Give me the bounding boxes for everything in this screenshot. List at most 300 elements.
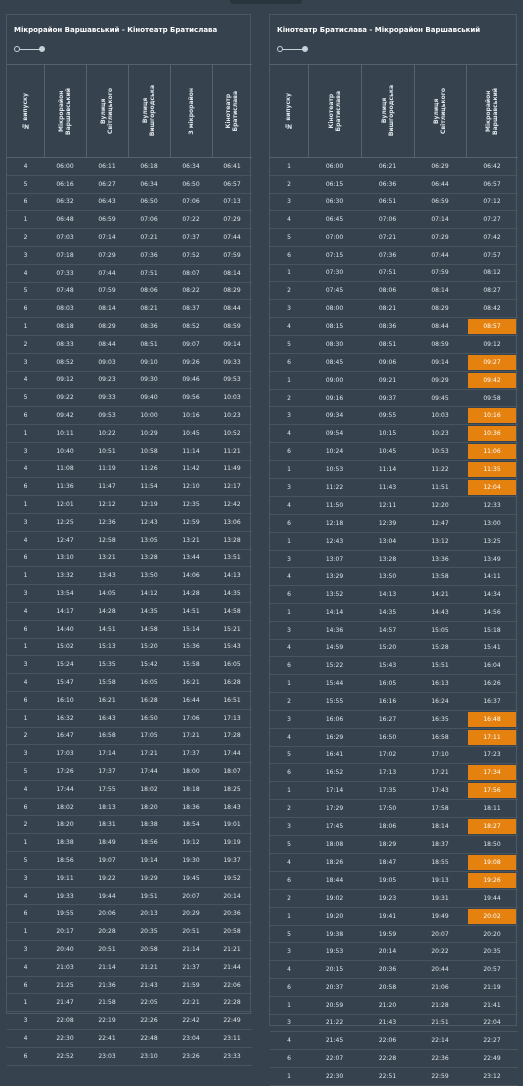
departure-number-cell: 2 — [7, 816, 44, 834]
time-cell: 07:51 — [361, 264, 414, 282]
time-cell: 10:53 — [308, 461, 361, 479]
time-cell: 09:54 — [308, 425, 361, 443]
time-cell: 16:28 — [128, 691, 170, 709]
time-cell: 06:51 — [361, 193, 414, 211]
departure-number-cell: 6 — [270, 871, 308, 889]
time-cell: 17:13 — [212, 709, 252, 727]
time-cell: 14:12 — [128, 585, 170, 603]
time-cell: 14:05 — [86, 585, 128, 603]
time-cell: 14:56 — [466, 604, 518, 622]
time-cell: 09:00 — [308, 371, 361, 389]
time-cell: 13:49 — [466, 550, 518, 568]
time-cell: 09:03 — [86, 353, 128, 371]
time-cell: 15:18 — [466, 621, 518, 639]
schedule-panel-left — [6, 14, 251, 1060]
column-header-stop — [86, 65, 128, 158]
time-cell — [466, 818, 518, 836]
table-row — [7, 264, 252, 282]
time-cell: 16:04 — [466, 657, 518, 675]
table-row — [270, 317, 518, 335]
table-row — [7, 923, 252, 941]
time-cell: 06:41 — [212, 158, 252, 176]
departure-number-cell: 4 — [7, 602, 44, 620]
time-cell: 12:19 — [128, 496, 170, 514]
departure-number-cell: 3 — [270, 193, 308, 211]
time-cell: 11:51 — [414, 479, 466, 497]
time-cell: 06:36 — [361, 175, 414, 193]
highlighted-time: 17:34 — [468, 765, 516, 780]
time-cell: 10:16 — [170, 407, 212, 425]
departure-number-cell: 6 — [7, 691, 44, 709]
table-row — [270, 246, 518, 264]
timetable-header-row — [7, 65, 252, 158]
time-cell: 12:12 — [86, 496, 128, 514]
table-row — [270, 550, 518, 568]
column-header-label: № випуску — [285, 92, 293, 130]
time-cell: 09:21 — [361, 371, 414, 389]
time-cell: 06:57 — [212, 175, 252, 193]
time-cell: 18:26 — [308, 853, 361, 871]
direction-toggle[interactable] — [14, 43, 44, 57]
time-cell: 18:25 — [212, 780, 252, 798]
time-cell: 16:58 — [86, 727, 128, 745]
time-cell: 17:14 — [308, 782, 361, 800]
time-cell: 18:20 — [44, 816, 86, 834]
time-cell: 17:43 — [414, 782, 466, 800]
table-row — [270, 443, 518, 461]
time-cell: 16:29 — [308, 728, 361, 746]
time-cell: 17:02 — [361, 746, 414, 764]
table-row — [7, 709, 252, 727]
time-cell: 16:21 — [170, 674, 212, 692]
highlighted-time: 11:35 — [468, 462, 516, 477]
time-cell — [466, 317, 518, 335]
time-cell: 14:13 — [212, 567, 252, 585]
time-cell: 12:18 — [308, 515, 361, 533]
table-row — [270, 425, 518, 443]
time-cell — [466, 871, 518, 889]
time-cell: 06:50 — [128, 193, 170, 211]
time-cell: 17:03 — [44, 745, 86, 763]
time-cell: 13:12 — [414, 532, 466, 550]
table-row — [270, 1014, 518, 1032]
time-cell: 20:37 — [308, 978, 361, 996]
time-cell: 07:30 — [308, 264, 361, 282]
time-cell: 13:44 — [170, 549, 212, 567]
time-cell: 12:59 — [170, 513, 212, 531]
time-cell: 19:37 — [212, 852, 252, 870]
departure-number-cell: 1 — [270, 461, 308, 479]
highlighted-time: 16:48 — [468, 712, 516, 727]
time-cell: 12:43 — [308, 532, 361, 550]
time-cell: 18:31 — [86, 816, 128, 834]
time-cell: 08:29 — [414, 300, 466, 318]
time-cell: 21:51 — [414, 1014, 466, 1032]
time-cell: 21:36 — [86, 976, 128, 994]
time-cell: 19:33 — [44, 887, 86, 905]
departure-number-cell: 6 — [270, 515, 308, 533]
departure-number-cell: 3 — [7, 246, 44, 264]
time-cell: 07:59 — [414, 264, 466, 282]
direction-toggle[interactable] — [277, 43, 307, 57]
time-cell: 14:17 — [44, 602, 86, 620]
time-cell: 07:44 — [212, 229, 252, 247]
time-cell: 15:47 — [44, 674, 86, 692]
departure-number-cell: 4 — [7, 887, 44, 905]
time-cell: 18:13 — [86, 798, 128, 816]
time-cell: 20:35 — [466, 943, 518, 961]
departure-number-cell: 2 — [270, 889, 308, 907]
time-cell: 15:22 — [308, 657, 361, 675]
table-row — [7, 353, 252, 371]
time-cell: 17:50 — [361, 800, 414, 818]
time-cell: 09:56 — [170, 389, 212, 407]
time-cell: 07:29 — [414, 229, 466, 247]
time-cell: 21:20 — [361, 996, 414, 1014]
departure-number-cell: 1 — [7, 318, 44, 336]
time-cell: 17:58 — [414, 800, 466, 818]
time-cell: 12:33 — [466, 497, 518, 515]
time-cell: 09:29 — [414, 371, 466, 389]
time-cell: 16:16 — [361, 692, 414, 710]
table-row — [7, 567, 252, 585]
time-cell: 14:57 — [361, 621, 414, 639]
time-cell: 06:34 — [128, 175, 170, 193]
time-cell: 17:37 — [170, 745, 212, 763]
departure-number-cell: 4 — [7, 1030, 44, 1048]
time-cell: 06:45 — [308, 211, 361, 229]
time-cell: 22:06 — [361, 1032, 414, 1050]
time-cell: 18:07 — [212, 763, 252, 781]
departure-number-cell: 2 — [7, 229, 44, 247]
time-cell: 18:49 — [86, 834, 128, 852]
time-cell: 20:07 — [170, 887, 212, 905]
time-cell: 12:36 — [86, 513, 128, 531]
departure-number-cell: 1 — [7, 994, 44, 1012]
time-cell: 17:21 — [414, 764, 466, 782]
time-cell: 11:26 — [128, 460, 170, 478]
time-cell: 22:14 — [414, 1032, 466, 1050]
time-cell: 18:14 — [414, 818, 466, 836]
departure-number-cell: 6 — [270, 657, 308, 675]
time-cell — [466, 443, 518, 461]
timetable-header-row — [270, 65, 518, 158]
time-cell: 09:40 — [128, 389, 170, 407]
time-cell: 16:50 — [361, 728, 414, 746]
departure-number-cell: 4 — [270, 1032, 308, 1050]
table-row — [270, 229, 518, 247]
departure-number-cell: 6 — [7, 976, 44, 994]
time-cell: 08:29 — [86, 318, 128, 336]
departure-number-cell: 4 — [270, 853, 308, 871]
time-cell: 17:55 — [86, 780, 128, 798]
time-cell: 17:21 — [128, 745, 170, 763]
time-cell: 21:28 — [414, 996, 466, 1014]
time-cell: 17:29 — [308, 800, 361, 818]
time-cell: 13:21 — [86, 549, 128, 567]
departure-number-cell: 6 — [7, 193, 44, 211]
time-cell: 10:58 — [128, 442, 170, 460]
time-cell: 19:05 — [361, 871, 414, 889]
time-cell: 11:08 — [44, 460, 86, 478]
toggle-dot-end — [39, 46, 45, 52]
time-cell: 08:14 — [212, 264, 252, 282]
time-cell: 07:14 — [86, 229, 128, 247]
time-cell: 17:10 — [414, 746, 466, 764]
time-cell: 10:24 — [308, 443, 361, 461]
time-cell: 07:44 — [414, 246, 466, 264]
time-cell: 18:02 — [128, 780, 170, 798]
table-row — [7, 691, 252, 709]
time-cell: 07:45 — [308, 282, 361, 300]
time-cell: 16:05 — [212, 656, 252, 674]
time-cell: 09:37 — [361, 389, 414, 407]
time-cell: 12:35 — [170, 496, 212, 514]
time-cell: 14:43 — [414, 604, 466, 622]
time-cell: 19:51 — [128, 887, 170, 905]
table-row — [270, 1067, 518, 1085]
time-cell: 19:44 — [466, 889, 518, 907]
time-cell: 16:27 — [361, 710, 414, 728]
departure-number-cell: 4 — [270, 317, 308, 335]
time-cell: 06:21 — [361, 158, 414, 176]
time-cell: 23:12 — [466, 1067, 518, 1085]
table-row — [7, 513, 252, 531]
time-cell: 22:41 — [86, 1030, 128, 1048]
time-cell: 10:40 — [44, 442, 86, 460]
time-cell: 18:50 — [466, 836, 518, 854]
table-row — [270, 1032, 518, 1050]
time-cell: 15:58 — [170, 656, 212, 674]
time-cell: 09:34 — [308, 407, 361, 425]
time-cell: 06:15 — [308, 175, 361, 193]
time-cell: 19:31 — [414, 889, 466, 907]
time-cell: 08:30 — [308, 335, 361, 353]
time-cell: 08:00 — [308, 300, 361, 318]
departure-number-cell: 2 — [270, 692, 308, 710]
time-cell: 07:00 — [308, 229, 361, 247]
time-cell: 17:44 — [212, 745, 252, 763]
time-cell: 21:58 — [86, 994, 128, 1012]
time-cell: 20:14 — [361, 943, 414, 961]
departure-number-cell: 5 — [7, 282, 44, 300]
time-cell — [466, 764, 518, 782]
departure-number-cell: 3 — [7, 585, 44, 603]
time-cell: 18:38 — [44, 834, 86, 852]
highlighted-time: 17:56 — [468, 783, 516, 798]
table-row — [270, 871, 518, 889]
table-row — [270, 264, 518, 282]
table-row — [270, 371, 518, 389]
time-cell: 20:06 — [86, 905, 128, 923]
time-cell: 07:06 — [128, 211, 170, 229]
time-cell: 22:30 — [44, 1030, 86, 1048]
departure-number-cell: 2 — [7, 335, 44, 353]
time-cell: 17:35 — [361, 782, 414, 800]
time-cell: 11:49 — [212, 460, 252, 478]
table-row — [270, 728, 518, 746]
time-cell: 06:27 — [86, 175, 128, 193]
time-cell: 07:33 — [44, 264, 86, 282]
time-cell: 06:42 — [466, 158, 518, 176]
table-row — [7, 193, 252, 211]
table-row — [270, 1050, 518, 1068]
time-cell: 08:44 — [414, 317, 466, 335]
time-cell: 14:21 — [414, 586, 466, 604]
table-row — [7, 958, 252, 976]
departure-number-cell: 3 — [270, 300, 308, 318]
time-cell: 13:32 — [44, 567, 86, 585]
timetable — [270, 64, 518, 1086]
time-cell: 19:12 — [170, 834, 212, 852]
time-cell: 16:05 — [361, 675, 414, 693]
departure-number-cell: 3 — [7, 1012, 44, 1030]
column-header-label: Мікрорайон Варшавський — [485, 87, 500, 135]
table-row — [7, 780, 252, 798]
time-cell — [466, 425, 518, 443]
time-cell: 08:33 — [44, 335, 86, 353]
column-header-stop — [414, 65, 466, 158]
time-cell: 19:23 — [361, 889, 414, 907]
time-cell: 23:26 — [170, 1047, 212, 1065]
table-row — [270, 515, 518, 533]
time-cell: 08:52 — [170, 318, 212, 336]
departure-number-cell: 1 — [270, 264, 308, 282]
time-cell: 12:11 — [361, 497, 414, 515]
departure-number-cell: 5 — [270, 229, 308, 247]
table-row — [7, 798, 252, 816]
table-row — [7, 371, 252, 389]
time-cell: 15:02 — [44, 638, 86, 656]
time-cell: 08:51 — [128, 335, 170, 353]
time-cell: 09:33 — [212, 353, 252, 371]
time-cell: 21:03 — [44, 958, 86, 976]
time-cell: 14:11 — [466, 568, 518, 586]
table-row — [7, 674, 252, 692]
time-cell: 17:05 — [128, 727, 170, 745]
timetable — [7, 64, 252, 1066]
top-tab-handle — [230, 0, 302, 4]
table-row — [270, 907, 518, 925]
time-cell: 13:07 — [308, 550, 361, 568]
time-cell: 16:26 — [466, 675, 518, 693]
time-cell: 12:01 — [44, 496, 86, 514]
time-cell: 10:15 — [361, 425, 414, 443]
time-cell: 12:42 — [212, 496, 252, 514]
table-row — [7, 407, 252, 425]
time-cell: 19:49 — [414, 907, 466, 925]
table-row — [7, 478, 252, 496]
table-row — [270, 389, 518, 407]
time-cell: 19:20 — [308, 907, 361, 925]
time-cell: 21:47 — [44, 994, 86, 1012]
time-cell: 09:53 — [212, 371, 252, 389]
table-row — [270, 961, 518, 979]
time-cell: 20:13 — [128, 905, 170, 923]
time-cell: 13:00 — [466, 515, 518, 533]
time-cell: 20:36 — [212, 905, 252, 923]
table-row — [7, 1012, 252, 1030]
table-row — [270, 532, 518, 550]
time-cell: 16:58 — [414, 728, 466, 746]
departure-number-cell: 5 — [270, 925, 308, 943]
time-cell: 16:35 — [414, 710, 466, 728]
time-cell: 18:56 — [128, 834, 170, 852]
departure-number-cell: 1 — [270, 532, 308, 550]
departure-number-cell: 1 — [270, 371, 308, 389]
time-cell: 07:21 — [128, 229, 170, 247]
time-cell: 12:17 — [212, 478, 252, 496]
departure-number-cell: 1 — [270, 604, 308, 622]
table-row — [270, 800, 518, 818]
departure-number-cell: 4 — [7, 958, 44, 976]
table-row — [270, 353, 518, 371]
time-cell: 07:29 — [86, 246, 128, 264]
time-cell: 19:02 — [308, 889, 361, 907]
time-cell: 10:22 — [86, 424, 128, 442]
time-cell: 21:14 — [86, 958, 128, 976]
time-cell: 14:35 — [361, 604, 414, 622]
time-cell: 22:52 — [44, 1047, 86, 1065]
departure-number-cell: 1 — [270, 996, 308, 1014]
time-cell: 07:59 — [212, 246, 252, 264]
time-cell: 22:48 — [128, 1030, 170, 1048]
time-cell: 14:35 — [212, 585, 252, 603]
time-cell: 17:13 — [361, 764, 414, 782]
table-row — [270, 764, 518, 782]
time-cell: 06:00 — [44, 158, 86, 176]
time-cell: 15:36 — [170, 638, 212, 656]
schedule-panel-right — [269, 14, 517, 1080]
time-cell: 09:10 — [128, 353, 170, 371]
time-cell: 10:00 — [128, 407, 170, 425]
departure-number-cell: 4 — [270, 211, 308, 229]
timetable-body — [270, 158, 518, 1086]
departure-number-cell: 4 — [270, 961, 308, 979]
time-cell: 17:44 — [128, 763, 170, 781]
time-cell: 18:06 — [361, 818, 414, 836]
time-cell: 20:44 — [414, 961, 466, 979]
table-row — [7, 424, 252, 442]
time-cell: 20:20 — [466, 925, 518, 943]
table-row — [7, 158, 252, 176]
time-cell: 21:45 — [308, 1032, 361, 1050]
table-row — [7, 816, 252, 834]
time-cell — [466, 728, 518, 746]
time-cell: 08:12 — [466, 264, 518, 282]
time-cell: 22:30 — [308, 1067, 361, 1085]
time-cell: 13:58 — [414, 568, 466, 586]
time-cell: 20:40 — [44, 941, 86, 959]
table-row — [7, 852, 252, 870]
time-cell: 12:39 — [361, 515, 414, 533]
time-cell: 09:26 — [170, 353, 212, 371]
time-cell: 18:54 — [170, 816, 212, 834]
time-cell: 13:52 — [308, 586, 361, 604]
table-row — [270, 621, 518, 639]
departure-number-cell: 2 — [270, 389, 308, 407]
time-cell: 20:58 — [212, 923, 252, 941]
time-cell: 19:13 — [414, 871, 466, 889]
departure-number-cell: 3 — [7, 941, 44, 959]
time-cell: 08:22 — [170, 282, 212, 300]
time-cell: 13:29 — [308, 568, 361, 586]
time-cell: 19:14 — [128, 852, 170, 870]
time-cell: 11:22 — [308, 479, 361, 497]
time-cell: 19:52 — [212, 869, 252, 887]
table-row — [270, 568, 518, 586]
time-cell: 07:36 — [361, 246, 414, 264]
